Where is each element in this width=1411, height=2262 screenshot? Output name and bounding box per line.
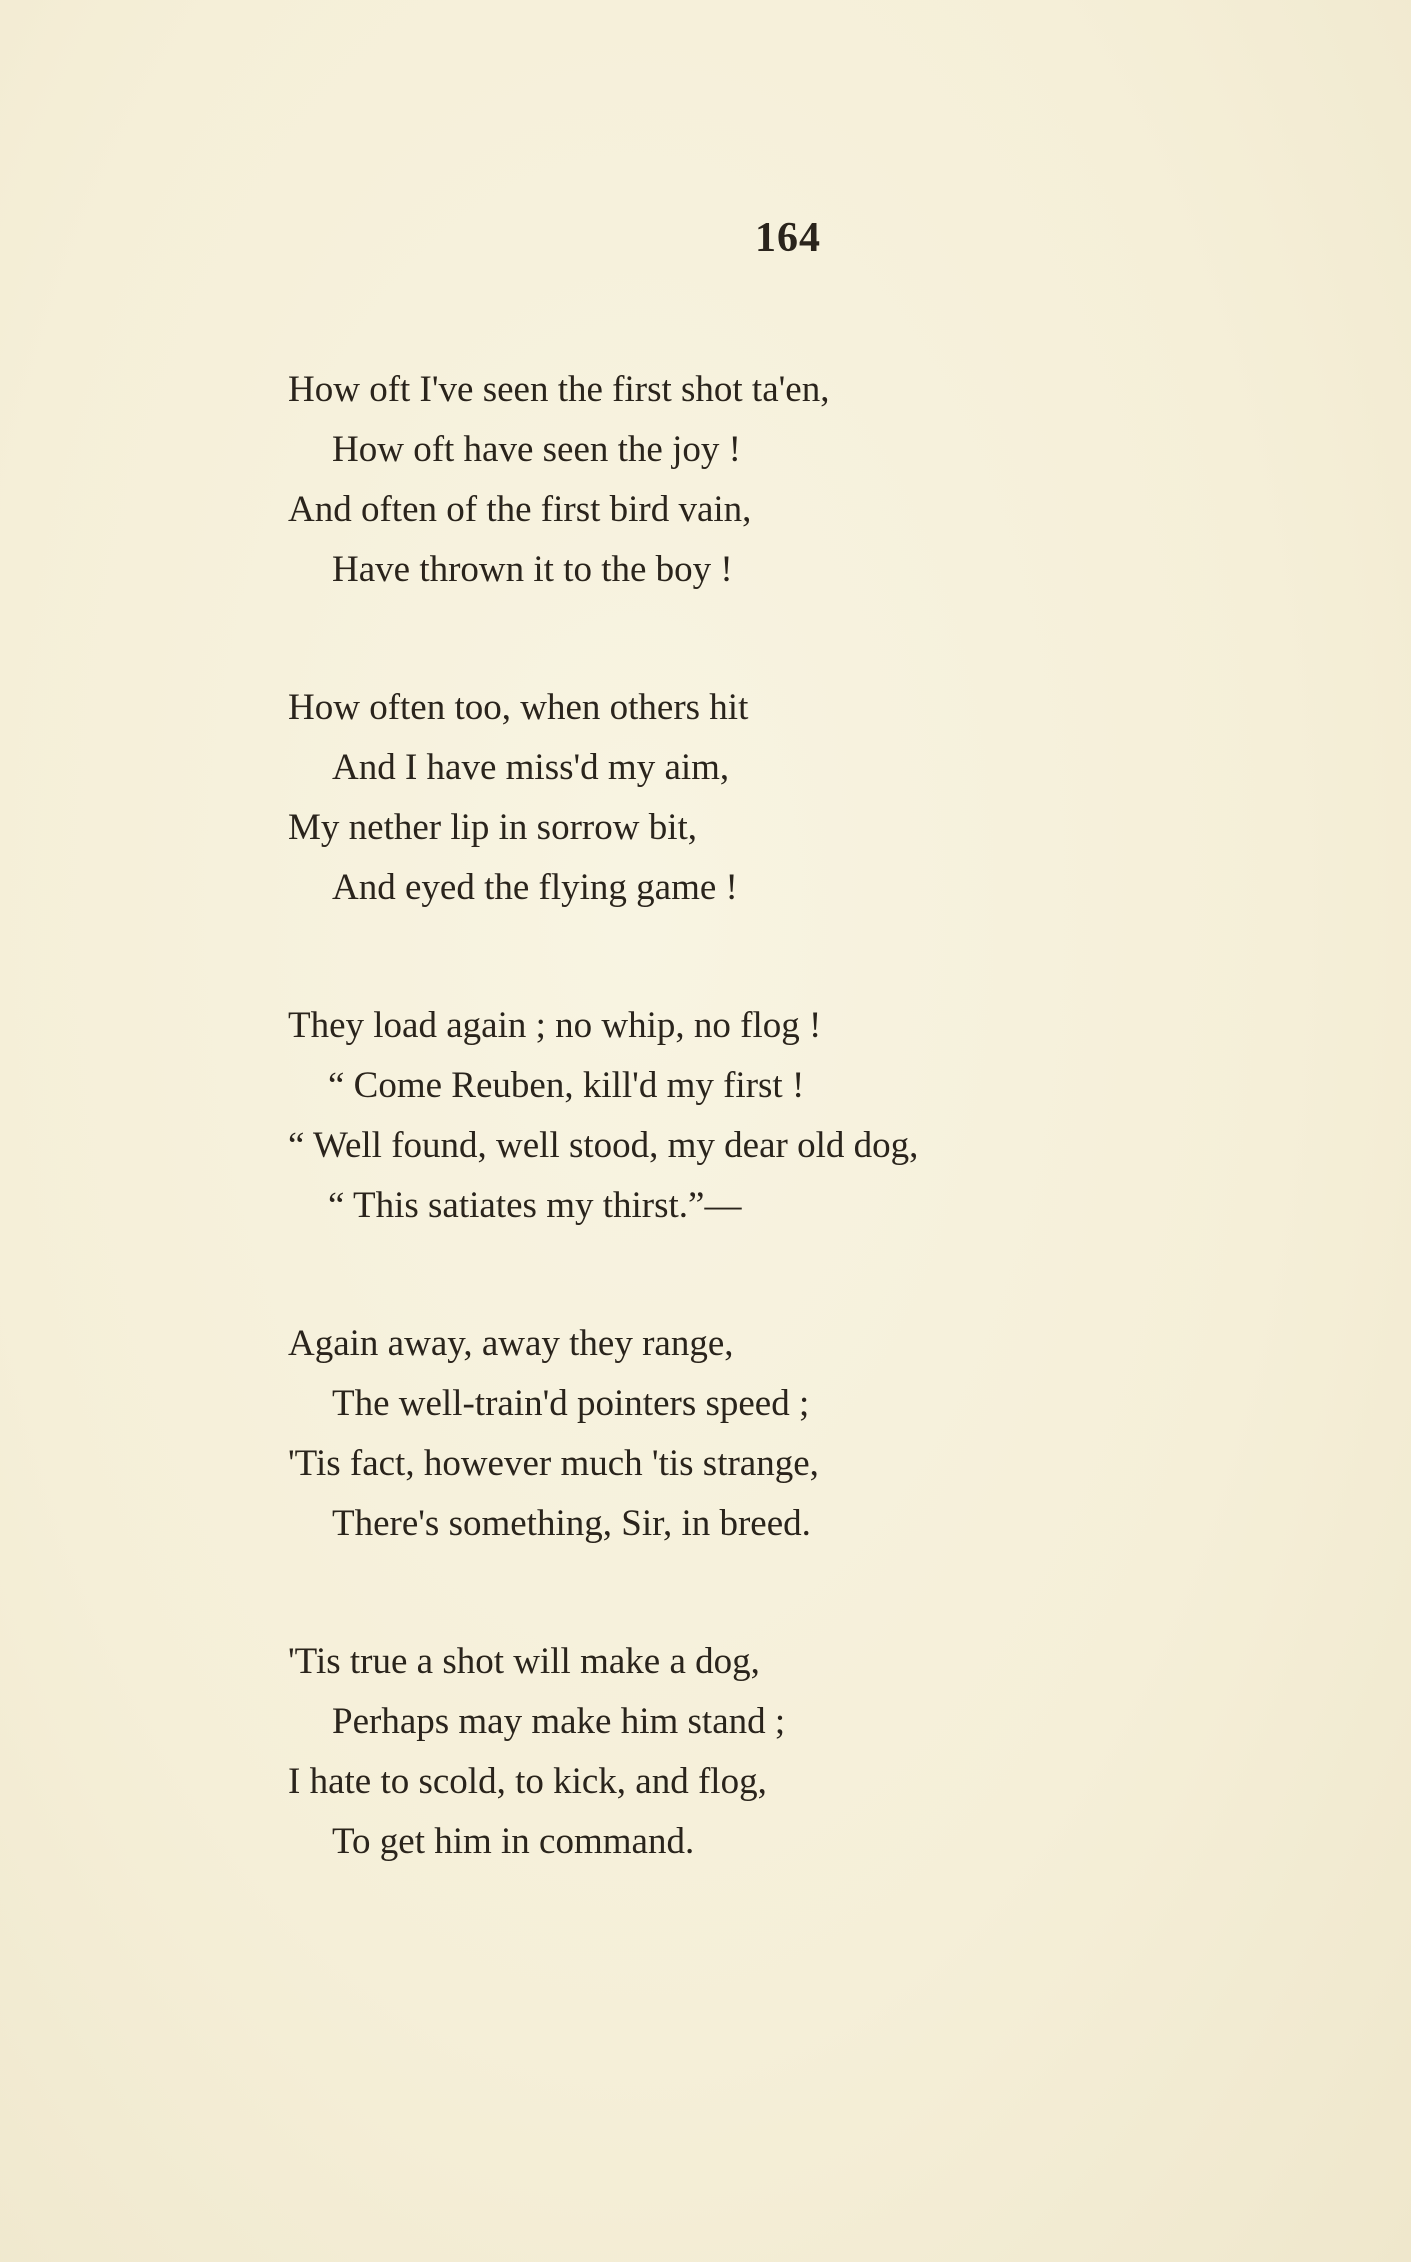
poem-line: How oft have seen the joy ! (332, 429, 741, 470)
poem-body (288, 360, 1288, 1950)
poem-line: How often too, when others hit (288, 687, 749, 728)
poem-line: How oft I've seen the first shot ta'en, (288, 369, 830, 410)
poem-line: And often of the first bird vain, (288, 489, 752, 530)
poem-line: And eyed the flying game ! (332, 867, 738, 908)
poem-line: 'Tis fact, however much 'tis strange, (288, 1443, 819, 1484)
poem-line: My nether lip in sorrow bit, (288, 807, 698, 848)
poem-line: “ This satiates my thirst.”— (328, 1185, 742, 1226)
poem-line: 'Tis true a shot will make a dog, (288, 1641, 760, 1682)
poem-line: And I have miss'd my aim, (332, 747, 730, 788)
stanza (288, 1632, 1288, 1872)
poem-line: Have thrown it to the boy ! (332, 549, 733, 590)
poem-line: They load again ; no whip, no flog ! (288, 1005, 822, 1046)
page-number: 164 (755, 215, 821, 261)
stanza (288, 678, 1288, 918)
poem-line: “ Come Reuben, kill'd my first ! (328, 1065, 805, 1106)
poem-line: Again away, away they range, (288, 1323, 734, 1364)
stanza (288, 996, 1288, 1236)
poem-line: “ Well found, well stood, my dear old dog, (288, 1125, 919, 1166)
poem-line: The well-train'd pointers speed ; (332, 1383, 810, 1424)
poem-line: I hate to scold, to kick, and flog, (288, 1761, 767, 1802)
poem-line: Perhaps may make him stand ; (332, 1701, 786, 1742)
poem-line: There's something, Sir, in breed. (332, 1503, 811, 1544)
poem-line: To get him in command. (332, 1821, 695, 1862)
stanza (288, 1314, 1288, 1554)
stanza (288, 360, 1288, 600)
